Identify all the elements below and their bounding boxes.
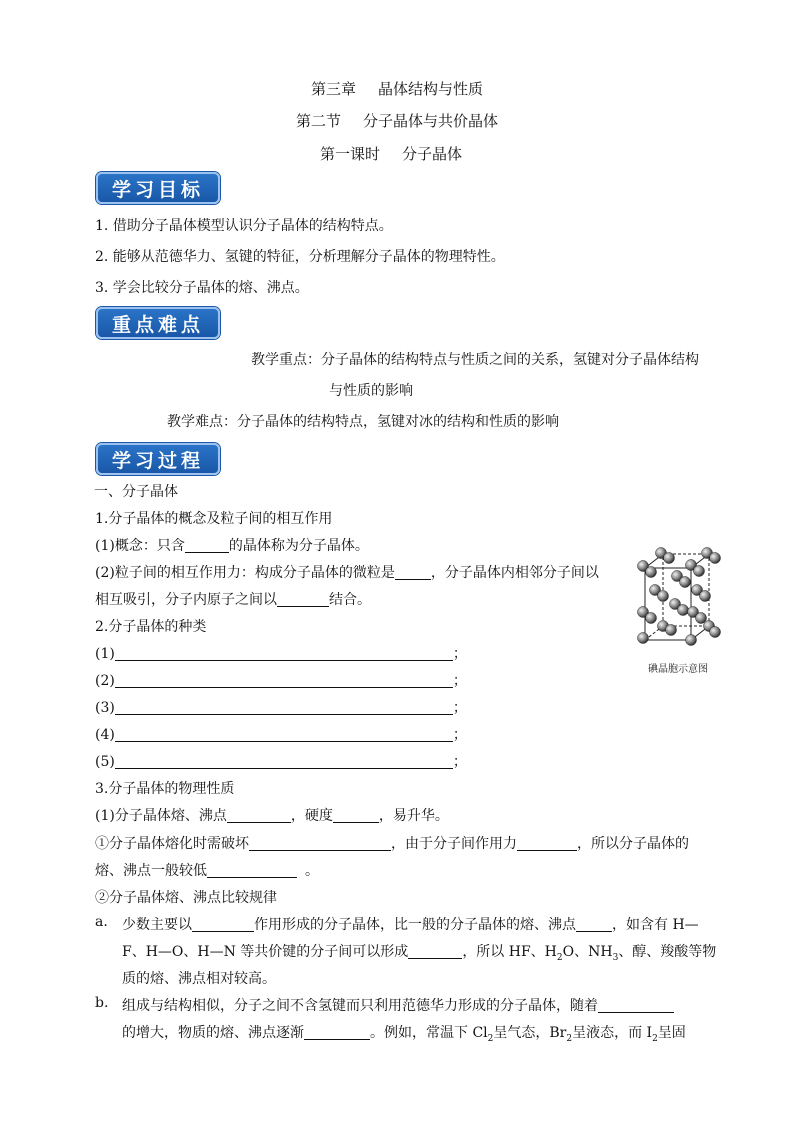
interaction-line-cont: 相互吸引，分子内原子之间以 结合。 <box>95 592 371 608</box>
section-heading-1: 一、分子晶体 <box>94 484 178 500</box>
fill-blank[interactable] <box>115 673 453 688</box>
rule-b-line-1: 组成与结构相似，分子之间不含氢键而只利用范德华力形成的分子晶体，随着 <box>122 995 674 1015</box>
fill-blank[interactable] <box>304 1025 370 1040</box>
subsection-2: 2.分子晶体的种类 <box>95 619 207 635</box>
teaching-difficulty: 教学难点：分子晶体的结构特点，氢键对冰的结构和性质的影响 <box>167 414 559 430</box>
rule-a-line-1: 少数主要以 作用形成的分子晶体，比一般的分子晶体的熔、沸点 ，如含有 H— <box>122 917 699 933</box>
lesson-title: 分子晶体 <box>402 145 463 163</box>
lesson-number: 第一课时 <box>320 145 381 163</box>
section-title: 分子晶体与共价晶体 <box>363 112 499 130</box>
fill-blank[interactable] <box>249 836 391 851</box>
rule-b-line-2: 的增大，物质的熔、沸点逐渐 。例如，常温下 $Cl_2$呈气态，$Br_2$呈液态，而 $I_2$呈固 <box>122 1025 686 1044</box>
rule-b-label: b. <box>95 995 109 1011</box>
property-line-1: (1)分子晶体熔、沸点 ，硬度 ，易升华。 <box>95 808 449 824</box>
key-points-banner: 重点难点 <box>96 307 220 339</box>
rule-a-line-2: F、H—O、H—N 等共价键的分子间可以形成 ，所以 HF、$H_2O$、$NH_3$、醇、羧酸等物 <box>122 944 717 963</box>
subsection-1: 1.分子晶体的概念及粒子间的相互作用 <box>95 511 333 527</box>
teaching-focus: 教学重点：分子晶体的结构特点与性质之间的关系，氢键对分子晶体结构 <box>251 352 699 368</box>
fill-blank[interactable] <box>207 863 297 878</box>
rule-a-line-3: 质的熔、沸点相对较高。 <box>122 971 276 987</box>
fill-blank[interactable] <box>115 754 453 769</box>
goal-item: 3. 学会比较分子晶体的熔、沸点。 <box>95 280 309 296</box>
fill-blank[interactable] <box>408 944 462 959</box>
subsection-3: 3.分子晶体的物理性质 <box>95 781 235 797</box>
rule-a-label: a. <box>95 914 108 930</box>
type-line-3: (3) ； <box>95 700 467 716</box>
chapter-number: 第三章 <box>310 80 356 98</box>
rule-heading: ②分子晶体熔、沸点比较规律 <box>95 890 277 906</box>
section-number: 第二节 <box>295 112 341 130</box>
type-line-1: (1) ； <box>95 646 467 662</box>
concept-line: (1)概念：只含 的晶体称为分子晶体。 <box>95 538 369 554</box>
interaction-line: (2)粒子间的相互作用力：构成分子晶体的微粒是 ，分子晶体内相邻分子间以 <box>95 565 599 581</box>
fill-blank[interactable] <box>598 998 674 1013</box>
goal-item: 2. 能够从范德华力、氢键的特征，分析理解分子晶体的物理特性。 <box>95 249 505 265</box>
fill-blank[interactable] <box>576 917 612 932</box>
type-line-5: (5) ； <box>95 754 467 770</box>
lesson-heading <box>320 143 580 164</box>
fill-blank[interactable] <box>395 565 431 580</box>
fill-blank[interactable] <box>517 836 577 851</box>
property-line-3: 熔、沸点一般较低 。 <box>95 863 319 879</box>
fill-blank[interactable] <box>333 808 379 823</box>
type-line-2: (2) ； <box>95 673 467 689</box>
teaching-focus-cont: 与性质的影响 <box>329 383 413 399</box>
fill-blank[interactable] <box>115 700 453 715</box>
goal-item: 1. 借助分子晶体模型认识分子晶体的结构特点。 <box>95 218 393 234</box>
goals-banner: 学习目标 <box>96 172 220 204</box>
fill-blank[interactable] <box>192 917 254 932</box>
iodine-unit-cell-figure <box>633 546 723 675</box>
fill-blank[interactable] <box>277 592 329 607</box>
fill-blank[interactable] <box>227 808 291 823</box>
figure-caption: 碘晶胞示意图 <box>648 664 708 675</box>
fill-blank[interactable] <box>115 646 453 661</box>
property-line-2: ①分子晶体熔化时需破坏 ，由于分子间作用力 ，所以分子晶体的 <box>95 836 689 852</box>
section-heading <box>0 110 794 131</box>
process-banner: 学习过程 <box>96 443 220 475</box>
chapter-title: 晶体结构与性质 <box>378 80 484 98</box>
type-line-4: (4) ； <box>95 727 467 743</box>
fill-blank[interactable] <box>115 727 453 742</box>
unit-cell-diagram <box>633 546 723 650</box>
fill-blank[interactable] <box>185 538 229 553</box>
chapter-heading <box>0 78 794 99</box>
